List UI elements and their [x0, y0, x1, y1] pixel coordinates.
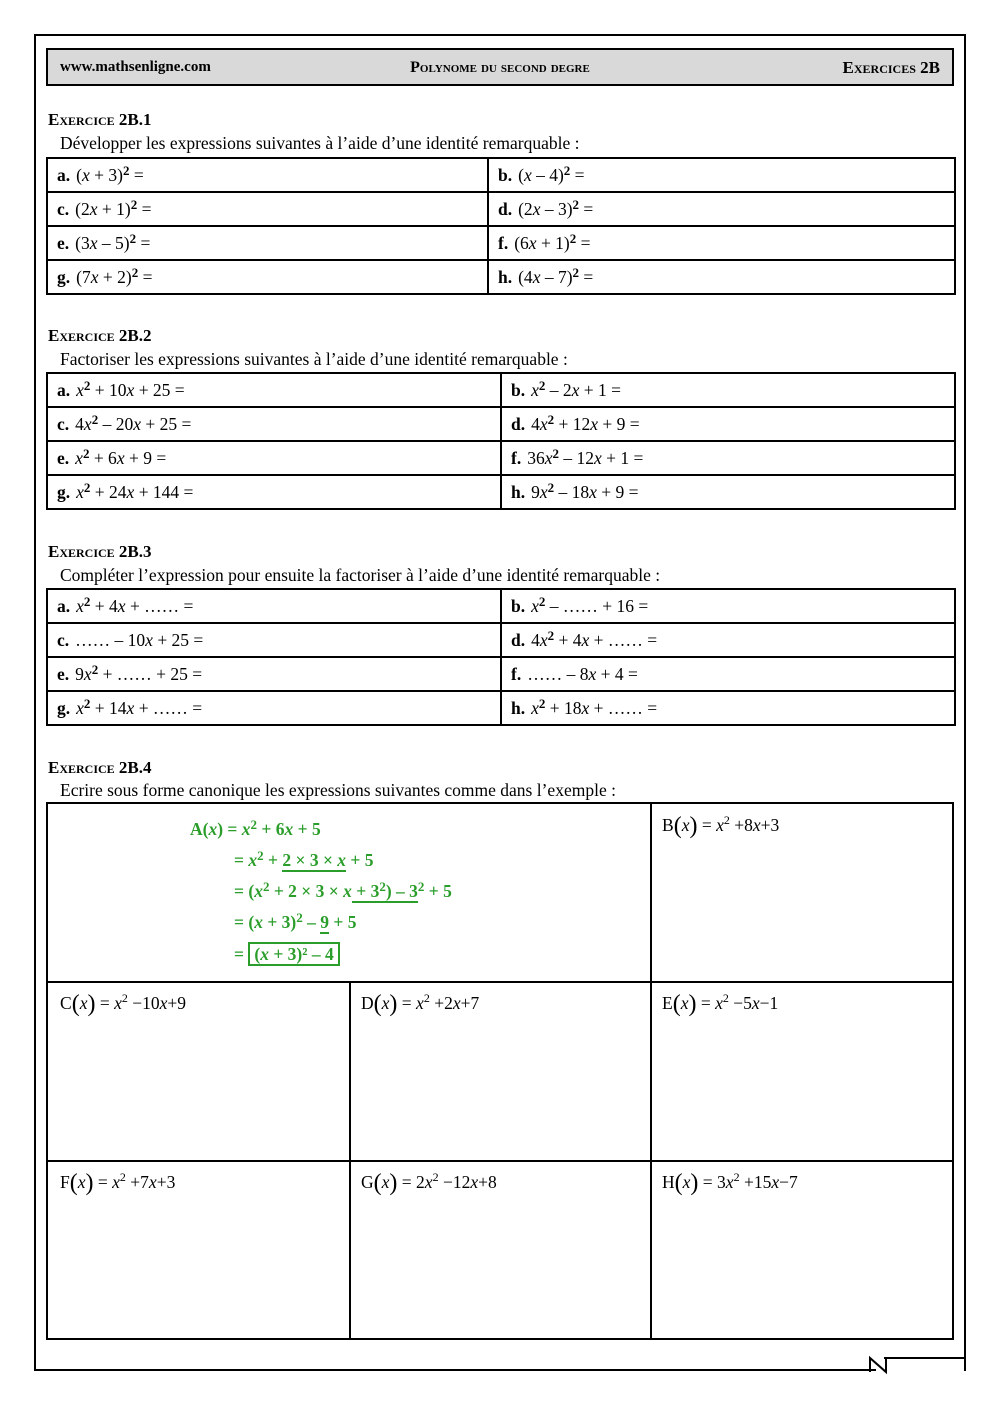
- exercise-item: b. $x^2 - 2x + 1$ =: [501, 373, 955, 407]
- exercise-item: c. $(2x + 1)^2$ =: [47, 192, 488, 226]
- canonical-expression-e: $E(x) = x^2 -5x-1$: [662, 991, 779, 1017]
- example-line: = $(x + 3)^2 - 9 + 5$: [234, 910, 357, 932]
- exercise-item: g. $x^2 + 14x$ + …… =: [47, 691, 501, 725]
- example-line: = $x^2 + 2 \times 3 \times x + 5$: [234, 848, 374, 870]
- exercise-item: e. $9x^2$ + …… + 25 =: [47, 657, 501, 691]
- example-line: = (x + 3)² – 4: [234, 944, 340, 965]
- exercise-item: g. $(7x + 2)^2$ =: [47, 260, 488, 294]
- example-result-box: (x + 3)² – 4: [248, 942, 339, 966]
- example-line: $A(x) = x^2 + 6x + 5$: [190, 817, 321, 839]
- exercise-item: c. …… – 10x + 25 =: [47, 623, 501, 657]
- page-corner-mark: [868, 1354, 890, 1376]
- exercise-title: Exercice 2B.2: [48, 326, 152, 345]
- canonical-expression-f: $F(x) = x^2 +7x+3$: [60, 1170, 176, 1196]
- exercise-item: d. (2x – 3)$^2$ =: [488, 192, 955, 226]
- exercise-item: e. (3x – 5)$^2$ =: [47, 226, 488, 260]
- example-line: = $(x^2 + 2 \times 3 \times x + 3^2) - 3^2 + 5$: [234, 879, 452, 901]
- exercise-item: f. $(6x + 1)^2$ =: [488, 226, 955, 260]
- exercise-instruction: Développer les expressions suivantes à l’aide d’une identité remarquable :: [60, 133, 580, 153]
- exercise-item: f. …… – 8x + 4 =: [501, 657, 955, 691]
- page-bottom-border: [34, 1369, 876, 1371]
- canonical-expression-c: $C(x) = x^2 -10x+9$: [60, 991, 187, 1017]
- exercise-item: d. $4x^2 + 12x + 9$ =: [501, 407, 955, 441]
- exercise-item: a. $x^2 + 10x + 25$ =: [47, 373, 501, 407]
- exercise-item: h. $x^2 + 18x$ + …… =: [501, 691, 955, 725]
- exercise-instruction: Compléter l’expression pour ensuite la factoriser à l’aide d’une identité remarquable :: [60, 565, 661, 585]
- exercise-title: Exercice 2B.4: [48, 758, 152, 777]
- exercise-table: [46, 372, 956, 510]
- canonical-expression-b: $B(x) = x^2 +8x+3$: [662, 813, 780, 839]
- exercise-item: b. $x^2$ – …… + 16 =: [501, 589, 955, 623]
- exercise-instruction: Factoriser les expressions suivantes à l’aide d’une identité remarquable :: [60, 349, 568, 369]
- exercise-item: e. $x^2 + 6x + 9$ =: [47, 441, 501, 475]
- exercise-item: h. $9x^2 - 18x + 9$ =: [501, 475, 955, 509]
- exercise-item: b. (x – 4)$^2$ =: [488, 158, 955, 192]
- exercise-item: f. $36x^2 - 12x + 1$ =: [501, 441, 955, 475]
- exercise-item: g. $x^2 + 24x + 144$ =: [47, 475, 501, 509]
- canonical-form-grid: [46, 802, 954, 1340]
- exercise-table: [46, 157, 956, 295]
- document-title: Polynome du second degre: [410, 59, 590, 76]
- document-header: [46, 48, 954, 86]
- exercise-instruction: Ecrire sous forme canonique les expressions suivantes comme dans l’exemple :: [60, 780, 616, 800]
- exercise-item: a. $x^2 + 4x$ + …… =: [47, 589, 501, 623]
- canonical-expression-d: $D(x) = x^2 +2x+7$: [361, 991, 480, 1017]
- exercise-title: Exercice 2B.3: [48, 542, 152, 561]
- exercise-item: c. $4x^2 - 20x + 25$ =: [47, 407, 501, 441]
- page-bottom-border-right: [884, 1357, 966, 1359]
- exercise-table: [46, 588, 956, 726]
- exercise-item: d. $4x^2 + 4x$ + …… =: [501, 623, 955, 657]
- canonical-expression-g: $G(x) = 2x^2 -12x+8$: [361, 1170, 497, 1196]
- exercise-item: a. $(x + 3)^2$ =: [47, 158, 488, 192]
- site-url: www.mathsenligne.com: [60, 59, 211, 75]
- exercise-item: h. (4x – 7)$^2$ =: [488, 260, 955, 294]
- exercise-title: Exercice 2B.1: [48, 110, 152, 129]
- canonical-expression-h: $H(x) = 3x^2 +15x-7$: [662, 1170, 798, 1196]
- exercises-label: Exercices 2B: [842, 58, 940, 77]
